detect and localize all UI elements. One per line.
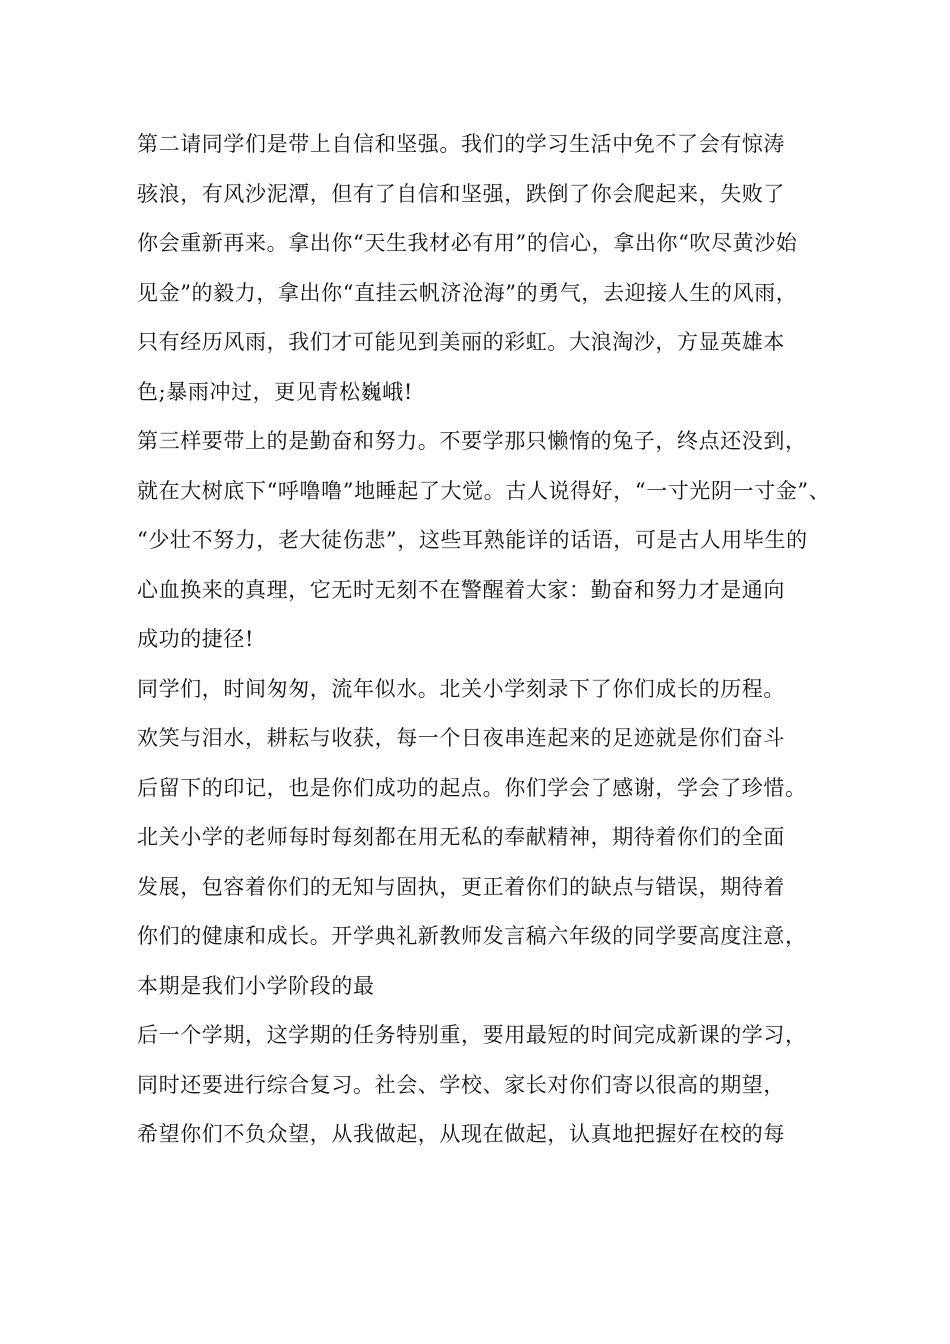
text-line: 北关小学的老师每时每刻都在用无私的奉献精神，期待着你们的全面: [137, 825, 785, 849]
text-line: 你会重新再来。拿出你“天生我材必有用”的信心，拿出你“吹尽黄沙始: [137, 231, 798, 255]
text-line: 只有经历风雨，我们才可能见到美丽的彩虹。大浪淘沙，方显英雄本: [137, 330, 785, 354]
text-line: 后留下的印记，也是你们成功的起点。你们学会了感谢，学会了珍惜。: [137, 775, 807, 800]
text-line: 第三样要带上的是勤奋和努力。不要学那只懒惰的兔子，终点还没到，: [137, 429, 807, 453]
text-line: 本期是我们小学阶段的最: [137, 973, 375, 998]
text-line: 见金”的毅力，拿出你“直挂云帆济沧海”的勇气，去迎接人生的风雨，: [137, 280, 798, 305]
text-line: 色;暴雨冲过，更见青松巍峨!: [137, 379, 413, 404]
text-line: 发展，包容着你们的无知与固执，更正着你们的缺点与错误，期待着: [137, 874, 785, 899]
text-line: 同学们，时间匆匆，流年似水。北关小学刻录下了你们成长的历程。: [137, 676, 785, 701]
text-line: 第二请同学们是带上自信和坚强。我们的学习生活中免不了会有惊涛: [137, 132, 785, 156]
text-line: 心血换来的真理，它无时无刻不在警醒着大家：勤奋和努力才是通向: [137, 577, 785, 602]
text-line: “少壮不努力，老大徒伤悲”，这些耳熟能详的话语，可是古人用毕生的: [137, 528, 808, 552]
text-line: 就在大树底下“呼噜噜”地睡起了大觉。古人说得好，“一寸光阴一寸金”、: [137, 478, 831, 503]
document-body: [137, 120, 831, 1160]
text-line: 希望你们不负众望，从我做起，从现在做起，认真地把握好在校的每: [137, 1122, 785, 1146]
text-line: 同时还要进行综合复习。社会、学校、家长对你们寄以很高的期望，: [137, 1072, 785, 1097]
text-line: 成功的捷径!: [137, 627, 255, 651]
text-line: 欢笑与泪水，耕耘与收获，每一个日夜串连起来的足迹就是你们奋斗: [137, 726, 785, 750]
text-line: 后一个学期，这学期的任务特别重，要用最短的时间完成新课的学习，: [137, 1023, 807, 1047]
text-line: 你们的健康和成长。开学典礼新教师发言稿六年级的同学要高度注意，: [137, 924, 807, 948]
text-line: 骇浪，有风沙泥潭，但有了自信和坚强，跌倒了你会爬起来，失败了: [137, 181, 785, 206]
